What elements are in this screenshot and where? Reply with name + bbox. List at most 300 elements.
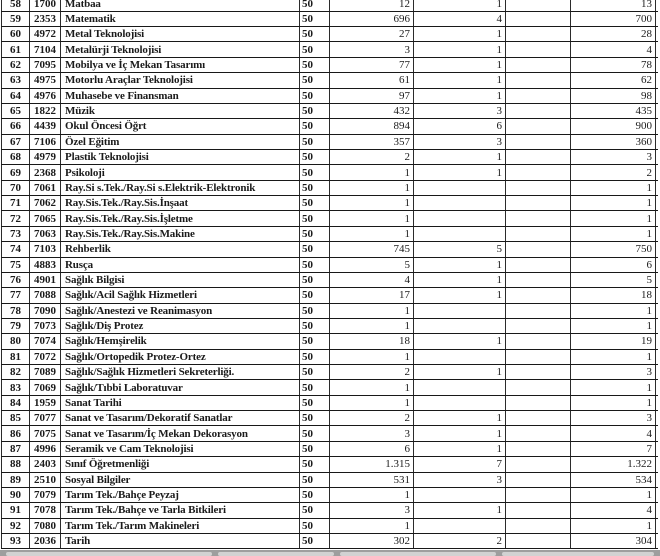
total-cell: 360 xyxy=(571,135,656,149)
value-secondary-cell: 3 xyxy=(414,104,506,118)
subject-name-cell: Ray.Sis.Tek./Ray.Sis.İşletme xyxy=(61,211,300,225)
quota-cell: 50 xyxy=(300,488,330,502)
quota-cell: 50 xyxy=(300,42,330,56)
quota-cell: 50 xyxy=(300,503,330,517)
total-cell: 18 xyxy=(571,288,656,302)
table-row xyxy=(1,519,658,534)
empty-cell xyxy=(506,334,571,348)
value-primary-cell: 27 xyxy=(330,27,414,41)
value-primary-cell: 1 xyxy=(330,488,414,502)
empty-cell xyxy=(506,488,571,502)
table-row xyxy=(1,304,658,319)
value-primary-cell: 1 xyxy=(330,165,414,179)
row-number-cell: 89 xyxy=(1,473,30,487)
row-number-cell: 61 xyxy=(1,42,30,56)
subject-name-cell: Sosyal Bilgiler xyxy=(61,473,300,487)
total-cell: 4 xyxy=(571,42,656,56)
quota-cell: 50 xyxy=(300,58,330,72)
subject-name-cell: Sağlık/Diş Protez xyxy=(61,319,300,333)
code-cell: 4996 xyxy=(30,442,61,456)
table-row xyxy=(1,0,658,12)
quota-cell: 50 xyxy=(300,12,330,26)
value-primary-cell: 1 xyxy=(330,196,414,210)
total-cell: 1 xyxy=(571,519,656,533)
value-secondary-cell: 1 xyxy=(414,258,506,272)
total-cell: 700 xyxy=(571,12,656,26)
value-secondary-cell xyxy=(414,519,506,533)
quota-cell: 50 xyxy=(300,119,330,133)
value-secondary-cell xyxy=(414,396,506,410)
subjects-table xyxy=(1,0,658,549)
code-cell: 2368 xyxy=(30,165,61,179)
table-row xyxy=(1,288,658,303)
total-cell: 2 xyxy=(571,165,656,179)
total-cell: 1 xyxy=(571,196,656,210)
table-row xyxy=(1,73,658,88)
quota-cell: 50 xyxy=(300,242,330,256)
quota-cell: 50 xyxy=(300,365,330,379)
table-row xyxy=(1,273,658,288)
value-primary-cell: 1 xyxy=(330,181,414,195)
quota-cell: 50 xyxy=(300,165,330,179)
code-cell: 7074 xyxy=(30,334,61,348)
value-primary-cell: 3 xyxy=(330,503,414,517)
row-number-cell: 88 xyxy=(1,457,30,471)
empty-cell xyxy=(506,365,571,379)
code-cell: 4972 xyxy=(30,27,61,41)
table-row xyxy=(1,165,658,180)
value-secondary-cell xyxy=(414,350,506,364)
empty-cell xyxy=(506,273,571,287)
total-cell: 1 xyxy=(571,380,656,394)
subject-name-cell: Ray.Sis.Tek./Ray.Sis.Makine xyxy=(61,227,300,241)
quota-cell: 50 xyxy=(300,457,330,471)
value-primary-cell: 2 xyxy=(330,150,414,164)
empty-cell xyxy=(506,227,571,241)
value-primary-cell: 1 xyxy=(330,227,414,241)
value-secondary-cell: 1 xyxy=(414,89,506,103)
quota-cell: 50 xyxy=(300,258,330,272)
quota-cell: 50 xyxy=(300,211,330,225)
value-primary-cell: 12 xyxy=(330,0,414,11)
value-secondary-cell: 4 xyxy=(414,12,506,26)
value-secondary-cell: 3 xyxy=(414,473,506,487)
row-number-cell: 82 xyxy=(1,365,30,379)
value-secondary-cell: 1 xyxy=(414,334,506,348)
value-secondary-cell xyxy=(414,319,506,333)
table-row xyxy=(1,365,658,380)
quota-cell: 50 xyxy=(300,89,330,103)
value-secondary-cell xyxy=(414,211,506,225)
table-row xyxy=(1,396,658,411)
value-secondary-cell xyxy=(414,181,506,195)
empty-cell xyxy=(506,457,571,471)
window-edge-segment xyxy=(340,552,496,556)
quota-cell: 50 xyxy=(300,181,330,195)
code-cell: 7063 xyxy=(30,227,61,241)
table-row xyxy=(1,196,658,211)
total-cell: 7 xyxy=(571,442,656,456)
empty-cell xyxy=(506,211,571,225)
code-cell: 7073 xyxy=(30,319,61,333)
total-cell: 304 xyxy=(571,534,656,548)
subject-name-cell: Sağlık Bilgisi xyxy=(61,273,300,287)
table-row xyxy=(1,119,658,134)
subject-name-cell: Tarih xyxy=(61,534,300,548)
value-primary-cell: 894 xyxy=(330,119,414,133)
value-secondary-cell: 1 xyxy=(414,442,506,456)
total-cell: 1 xyxy=(571,211,656,225)
code-cell: 4976 xyxy=(30,89,61,103)
table-row xyxy=(1,350,658,365)
subject-name-cell: Ray.Sis.Tek./Ray.Sis.İnşaat xyxy=(61,196,300,210)
row-number-cell: 66 xyxy=(1,119,30,133)
quota-cell: 50 xyxy=(300,534,330,548)
quota-cell: 50 xyxy=(300,73,330,87)
row-number-cell: 92 xyxy=(1,519,30,533)
code-cell: 2510 xyxy=(30,473,61,487)
total-cell: 534 xyxy=(571,473,656,487)
table-row xyxy=(1,442,658,457)
subject-name-cell: Rusça xyxy=(61,258,300,272)
subject-name-cell: Sağlık/Ortopedik Protez-Ortez xyxy=(61,350,300,364)
quota-cell: 50 xyxy=(300,196,330,210)
value-secondary-cell: 3 xyxy=(414,135,506,149)
subject-name-cell: Plastik Teknolojisi xyxy=(61,150,300,164)
subject-name-cell: Okul Öncesi Öğrt xyxy=(61,119,300,133)
row-number-cell: 90 xyxy=(1,488,30,502)
value-primary-cell: 2 xyxy=(330,365,414,379)
quota-cell: 50 xyxy=(300,288,330,302)
subject-name-cell: Sanat ve Tasarım/Dekoratif Sanatlar xyxy=(61,411,300,425)
subject-name-cell: Sağlık/Sağlık Hizmetleri Sekreterliği. xyxy=(61,365,300,379)
table-row xyxy=(1,227,658,242)
row-number-cell: 81 xyxy=(1,350,30,364)
code-cell: 4883 xyxy=(30,258,61,272)
value-primary-cell: 3 xyxy=(330,42,414,56)
table-row xyxy=(1,27,658,42)
empty-cell xyxy=(506,27,571,41)
subject-name-cell: Matematik xyxy=(61,12,300,26)
value-primary-cell: 77 xyxy=(330,58,414,72)
row-number-cell: 87 xyxy=(1,442,30,456)
table-row xyxy=(1,319,658,334)
row-number-cell: 76 xyxy=(1,273,30,287)
code-cell: 7075 xyxy=(30,426,61,440)
row-number-cell: 69 xyxy=(1,165,30,179)
value-secondary-cell: 2 xyxy=(414,534,506,548)
value-secondary-cell xyxy=(414,227,506,241)
value-secondary-cell: 7 xyxy=(414,457,506,471)
row-number-cell: 93 xyxy=(1,534,30,548)
row-number-cell: 75 xyxy=(1,258,30,272)
empty-cell xyxy=(506,304,571,318)
code-cell: 7065 xyxy=(30,211,61,225)
table-row xyxy=(1,334,658,349)
code-cell: 2036 xyxy=(30,534,61,548)
empty-cell xyxy=(506,73,571,87)
row-number-cell: 80 xyxy=(1,334,30,348)
value-primary-cell: 432 xyxy=(330,104,414,118)
total-cell: 3 xyxy=(571,411,656,425)
row-number-cell: 86 xyxy=(1,426,30,440)
value-primary-cell: 1 xyxy=(330,211,414,225)
empty-cell xyxy=(506,42,571,56)
code-cell: 2353 xyxy=(30,12,61,26)
subject-name-cell: Sanat ve Tasarım/İç Mekan Dekorasyon xyxy=(61,426,300,440)
table-row xyxy=(1,104,658,119)
quota-cell: 50 xyxy=(300,350,330,364)
value-primary-cell: 6 xyxy=(330,442,414,456)
table-row xyxy=(1,42,658,57)
quota-cell: 50 xyxy=(300,519,330,533)
value-secondary-cell: 1 xyxy=(414,42,506,56)
empty-cell xyxy=(506,411,571,425)
table-row xyxy=(1,258,658,273)
table-row xyxy=(1,58,658,73)
subject-name-cell: Motorlu Araçlar Teknolojisi xyxy=(61,73,300,87)
empty-cell xyxy=(506,58,571,72)
empty-cell xyxy=(506,119,571,133)
code-cell: 1822 xyxy=(30,104,61,118)
quota-cell: 50 xyxy=(300,426,330,440)
total-cell: 4 xyxy=(571,426,656,440)
subject-name-cell: Tarım Tek./Tarım Makineleri xyxy=(61,519,300,533)
value-primary-cell: 4 xyxy=(330,273,414,287)
empty-cell xyxy=(506,165,571,179)
total-cell: 13 xyxy=(571,0,656,11)
quota-cell: 50 xyxy=(300,304,330,318)
table-row xyxy=(1,242,658,257)
code-cell: 7090 xyxy=(30,304,61,318)
empty-cell xyxy=(506,380,571,394)
value-secondary-cell: 1 xyxy=(414,503,506,517)
table-row xyxy=(1,426,658,441)
row-number-cell: 62 xyxy=(1,58,30,72)
row-number-cell: 68 xyxy=(1,150,30,164)
table-row xyxy=(1,488,658,503)
value-secondary-cell: 1 xyxy=(414,73,506,87)
code-cell: 7072 xyxy=(30,350,61,364)
table-row xyxy=(1,503,658,518)
subject-name-cell: Müzik xyxy=(61,104,300,118)
quota-cell: 50 xyxy=(300,150,330,164)
empty-cell xyxy=(506,426,571,440)
total-cell: 6 xyxy=(571,258,656,272)
value-secondary-cell: 1 xyxy=(414,0,506,11)
total-cell: 1 xyxy=(571,181,656,195)
code-cell: 7069 xyxy=(30,380,61,394)
total-cell: 1 xyxy=(571,488,656,502)
table-row xyxy=(1,89,658,104)
empty-cell xyxy=(506,104,571,118)
subject-name-cell: Matbaa xyxy=(61,0,300,11)
code-cell: 7095 xyxy=(30,58,61,72)
row-number-cell: 63 xyxy=(1,73,30,87)
quota-cell: 50 xyxy=(300,319,330,333)
value-primary-cell: 531 xyxy=(330,473,414,487)
subject-name-cell: Tarım Tek./Bahçe Peyzaj xyxy=(61,488,300,502)
value-secondary-cell: 1 xyxy=(414,150,506,164)
code-cell: 7103 xyxy=(30,242,61,256)
total-cell: 19 xyxy=(571,334,656,348)
empty-cell xyxy=(506,181,571,195)
table-row xyxy=(1,380,658,395)
subject-name-cell: Sağlık/Acil Sağlık Hizmetleri xyxy=(61,288,300,302)
code-cell: 7088 xyxy=(30,288,61,302)
value-secondary-cell: 1 xyxy=(414,426,506,440)
code-cell: 7078 xyxy=(30,503,61,517)
code-cell: 4975 xyxy=(30,73,61,87)
subject-name-cell: Tarım Tek./Bahçe ve Tarla Bitkileri xyxy=(61,503,300,517)
value-secondary-cell: 1 xyxy=(414,411,506,425)
value-primary-cell: 302 xyxy=(330,534,414,548)
row-number-cell: 85 xyxy=(1,411,30,425)
table-row xyxy=(1,12,658,27)
value-primary-cell: 1 xyxy=(330,519,414,533)
empty-cell xyxy=(506,396,571,410)
value-secondary-cell: 1 xyxy=(414,288,506,302)
row-number-cell: 79 xyxy=(1,319,30,333)
code-cell: 7062 xyxy=(30,196,61,210)
row-number-cell: 84 xyxy=(1,396,30,410)
value-primary-cell: 1.315 xyxy=(330,457,414,471)
row-number-cell: 71 xyxy=(1,196,30,210)
total-cell: 1 xyxy=(571,304,656,318)
code-cell: 7077 xyxy=(30,411,61,425)
subject-name-cell: Sınıf Öğretmenliği xyxy=(61,457,300,471)
table-row xyxy=(1,457,658,472)
table-row xyxy=(1,411,658,426)
value-primary-cell: 1 xyxy=(330,350,414,364)
empty-cell xyxy=(506,350,571,364)
code-cell: 7089 xyxy=(30,365,61,379)
value-primary-cell: 61 xyxy=(330,73,414,87)
table-row xyxy=(1,181,658,196)
total-cell: 1.322 xyxy=(571,457,656,471)
code-cell: 7079 xyxy=(30,488,61,502)
value-primary-cell: 5 xyxy=(330,258,414,272)
empty-cell xyxy=(506,196,571,210)
empty-cell xyxy=(506,319,571,333)
quota-cell: 50 xyxy=(300,273,330,287)
value-primary-cell: 17 xyxy=(330,288,414,302)
subject-name-cell: Mobilya ve İç Mekan Tasarımı xyxy=(61,58,300,72)
total-cell: 3 xyxy=(571,150,656,164)
empty-cell xyxy=(506,150,571,164)
total-cell: 5 xyxy=(571,273,656,287)
value-primary-cell: 2 xyxy=(330,411,414,425)
total-cell: 1 xyxy=(571,319,656,333)
total-cell: 78 xyxy=(571,58,656,72)
empty-cell xyxy=(506,0,571,11)
value-primary-cell: 696 xyxy=(330,12,414,26)
quota-cell: 50 xyxy=(300,227,330,241)
window-edge-segment xyxy=(218,552,334,556)
row-number-cell: 77 xyxy=(1,288,30,302)
empty-cell xyxy=(506,258,571,272)
window-edge-segment xyxy=(6,552,212,556)
row-number-cell: 59 xyxy=(1,12,30,26)
table-row xyxy=(1,211,658,226)
row-number-cell: 78 xyxy=(1,304,30,318)
value-secondary-cell xyxy=(414,380,506,394)
value-primary-cell: 1 xyxy=(330,319,414,333)
value-primary-cell: 745 xyxy=(330,242,414,256)
code-cell: 1959 xyxy=(30,396,61,410)
window-edge-segment xyxy=(502,552,654,556)
subject-name-cell: Sağlık/Tıbbi Laboratuvar xyxy=(61,380,300,394)
quota-cell: 50 xyxy=(300,135,330,149)
subject-name-cell: Sağlık/Hemşirelik xyxy=(61,334,300,348)
value-secondary-cell: 6 xyxy=(414,119,506,133)
value-secondary-cell xyxy=(414,304,506,318)
code-cell: 2403 xyxy=(30,457,61,471)
empty-cell xyxy=(506,503,571,517)
quota-cell: 50 xyxy=(300,380,330,394)
value-secondary-cell: 1 xyxy=(414,165,506,179)
value-secondary-cell: 5 xyxy=(414,242,506,256)
subject-name-cell: Ray.Si s.Tek./Ray.Si s.Elektrik-Elektronik xyxy=(61,181,300,195)
empty-cell xyxy=(506,89,571,103)
empty-cell xyxy=(506,12,571,26)
total-cell: 62 xyxy=(571,73,656,87)
row-number-cell: 83 xyxy=(1,380,30,394)
subject-name-cell: Seramik ve Cam Teknolojisi xyxy=(61,442,300,456)
total-cell: 1 xyxy=(571,350,656,364)
empty-cell xyxy=(506,442,571,456)
value-primary-cell: 357 xyxy=(330,135,414,149)
empty-cell xyxy=(506,288,571,302)
quota-cell: 50 xyxy=(300,473,330,487)
row-number-cell: 70 xyxy=(1,181,30,195)
value-secondary-cell xyxy=(414,488,506,502)
total-cell: 98 xyxy=(571,89,656,103)
empty-cell xyxy=(506,534,571,548)
row-number-cell: 67 xyxy=(1,135,30,149)
subject-name-cell: Metalürji Teknolojisi xyxy=(61,42,300,56)
code-cell: 1700 xyxy=(30,0,61,11)
value-secondary-cell: 1 xyxy=(414,365,506,379)
table-row xyxy=(1,534,658,549)
total-cell: 900 xyxy=(571,119,656,133)
quota-cell: 50 xyxy=(300,396,330,410)
quota-cell: 50 xyxy=(300,442,330,456)
subject-name-cell: Psikoloji xyxy=(61,165,300,179)
code-cell: 4901 xyxy=(30,273,61,287)
subject-name-cell: Özel Eğitim xyxy=(61,135,300,149)
total-cell: 1 xyxy=(571,396,656,410)
code-cell: 7061 xyxy=(30,181,61,195)
quota-cell: 50 xyxy=(300,411,330,425)
value-primary-cell: 1 xyxy=(330,380,414,394)
value-secondary-cell: 1 xyxy=(414,58,506,72)
total-cell: 3 xyxy=(571,365,656,379)
quota-cell: 50 xyxy=(300,0,330,11)
subject-name-cell: Rehberlik xyxy=(61,242,300,256)
row-number-cell: 91 xyxy=(1,503,30,517)
total-cell: 4 xyxy=(571,503,656,517)
row-number-cell: 74 xyxy=(1,242,30,256)
subject-name-cell: Muhasebe ve Finansman xyxy=(61,89,300,103)
subject-name-cell: Sanat Tarihi xyxy=(61,396,300,410)
total-cell: 28 xyxy=(571,27,656,41)
table-row xyxy=(1,473,658,488)
table-row xyxy=(1,135,658,150)
subject-name-cell: Sağlık/Anestezi ve Reanimasyon xyxy=(61,304,300,318)
value-primary-cell: 1 xyxy=(330,304,414,318)
empty-cell xyxy=(506,135,571,149)
